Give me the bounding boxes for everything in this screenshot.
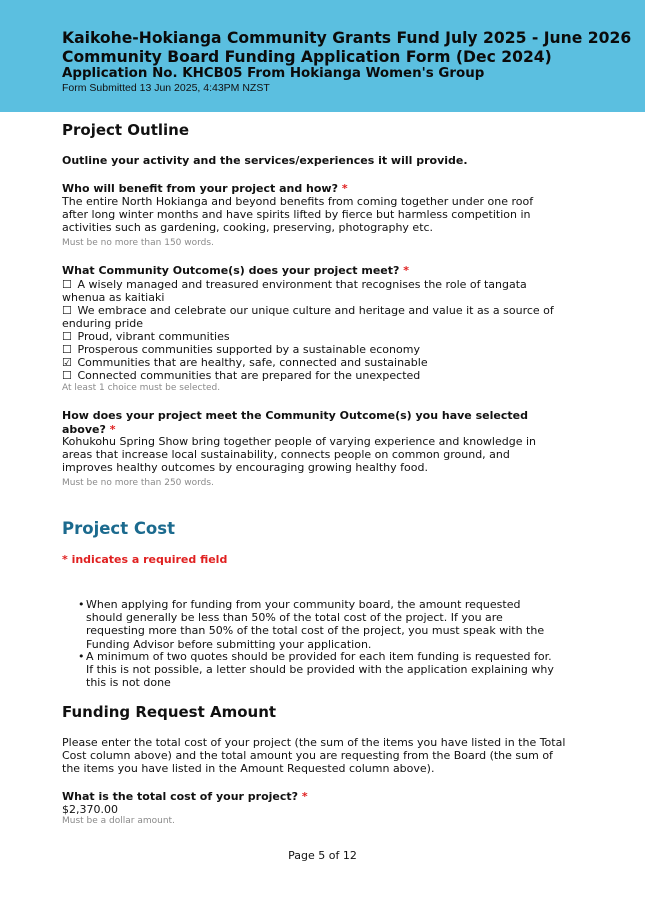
benefit-answer: The entire North Hokianga and beyond benefits from coming together under one roof after long winter months and have spirits lifted by fierce but harmless competition in activities such as gardening, cooking, preserving, photography etc. bbox=[62, 195, 534, 235]
outcome-label: Connected communities that are prepared for the unexpected bbox=[77, 369, 421, 382]
required-marker: * bbox=[341, 182, 348, 195]
outcome-label: Communities that are healthy, safe, connected and sustainable bbox=[77, 356, 428, 369]
outcome-option[interactable] bbox=[62, 330, 562, 343]
checkbox-unchecked-icon[interactable]: ☐ bbox=[62, 369, 72, 382]
meet-question bbox=[62, 409, 552, 436]
page-header bbox=[0, 0, 645, 112]
checkbox-unchecked-icon[interactable]: ☐ bbox=[62, 304, 72, 317]
application-number: Application No. KHCB05 From Hokianga Women's Group bbox=[62, 66, 485, 81]
checkbox-unchecked-icon[interactable]: ☐ bbox=[62, 330, 72, 343]
list-item bbox=[78, 650, 560, 690]
bullet-text: A minimum of two quotes should be provided for each item funding is requested for. If this is not possible, a letter should be provided with the application explaining why this is not done bbox=[86, 650, 554, 690]
outcome-option[interactable] bbox=[62, 356, 562, 369]
outcome-label: We embrace and celebrate our unique culture and heritage and value it as a source of enduring pride bbox=[62, 304, 554, 331]
checkbox-unchecked-icon[interactable]: ☐ bbox=[62, 343, 72, 356]
section-heading-project-cost: Project Cost bbox=[62, 519, 175, 538]
required-field-note: * indicates a required field bbox=[62, 553, 228, 566]
bullet-icon: • bbox=[78, 650, 85, 663]
outcomes-question-text: What Community Outcome(s) does your project meet? bbox=[62, 264, 400, 277]
list-item bbox=[78, 598, 560, 651]
benefit-hint: Must be no more than 150 words. bbox=[62, 238, 214, 248]
funding-description: Please enter the total cost of your project (the sum of the items you have listed in the Total Cost column above) and the total amount you are requesting from the Board (the sum of the items you have listed in the Amount Requested column above). bbox=[62, 736, 566, 776]
required-marker: * bbox=[301, 790, 308, 803]
benefit-question bbox=[62, 182, 562, 196]
total-cost-question-text: What is the total cost of your project? bbox=[62, 790, 299, 803]
form-title-line2: Community Board Funding Application Form (Dec 2024) bbox=[62, 48, 552, 66]
bullet-text: When applying for funding from your community board, the amount requested should generally be less than 50% of the total cost of the project. If you are requesting more than 50% of the total cost of the project, you must speak with the Funding Advisor before submitting your application. bbox=[86, 598, 545, 651]
total-cost-value: $2,370.00 bbox=[62, 803, 118, 816]
meet-hint: Must be no more than 250 words. bbox=[62, 478, 214, 488]
outcome-option[interactable] bbox=[62, 278, 562, 304]
meet-answer: Kohukohu Spring Show bring together people of varying experience and knowledge in areas that increase local sustainability, connects people on common ground, and improves healthy outcomes by encouraging growing healthy food. bbox=[62, 435, 537, 475]
section-heading-project-outline: Project Outline bbox=[62, 121, 190, 139]
outcomes-question bbox=[62, 264, 562, 278]
bullet-icon: • bbox=[78, 598, 85, 611]
total-cost-question bbox=[62, 790, 562, 804]
outcome-option[interactable] bbox=[62, 304, 562, 330]
required-marker: * bbox=[109, 422, 116, 436]
outcome-label: A wisely managed and treasured environment that recognises the role of tangata whenua as kaitiaki bbox=[62, 278, 527, 305]
required-marker: * bbox=[403, 264, 409, 277]
outcome-label: Proud, vibrant communities bbox=[77, 330, 230, 343]
checkbox-unchecked-icon[interactable]: ☐ bbox=[62, 278, 72, 291]
submitted-timestamp: Form Submitted 13 Jun 2025, 4:43PM NZST bbox=[62, 82, 270, 94]
meet-question-text: How does your project meet the Community Outcome(s) you have selected above? bbox=[62, 409, 528, 436]
section-heading-funding-request: Funding Request Amount bbox=[62, 703, 277, 721]
outcomes-hint: At least 1 choice must be selected. bbox=[62, 383, 221, 393]
outline-intro: Outline your activity and the services/experiences it will provide. bbox=[62, 154, 468, 167]
outcome-label: Prosperous communities supported by a sustainable economy bbox=[77, 343, 420, 356]
outcome-option[interactable] bbox=[62, 369, 562, 382]
outcome-option[interactable] bbox=[62, 343, 562, 356]
page-number: Page 5 of 12 bbox=[288, 849, 357, 862]
total-cost-hint: Must be a dollar amount. bbox=[62, 816, 175, 826]
form-title-line1: Kaikohe-Hokianga Community Grants Fund July 2025 - June 2026 bbox=[62, 29, 632, 47]
benefit-question-text: Who will benefit from your project and how? bbox=[62, 182, 338, 195]
form-title bbox=[62, 29, 637, 67]
checkbox-checked-icon[interactable]: ☑ bbox=[62, 356, 72, 369]
